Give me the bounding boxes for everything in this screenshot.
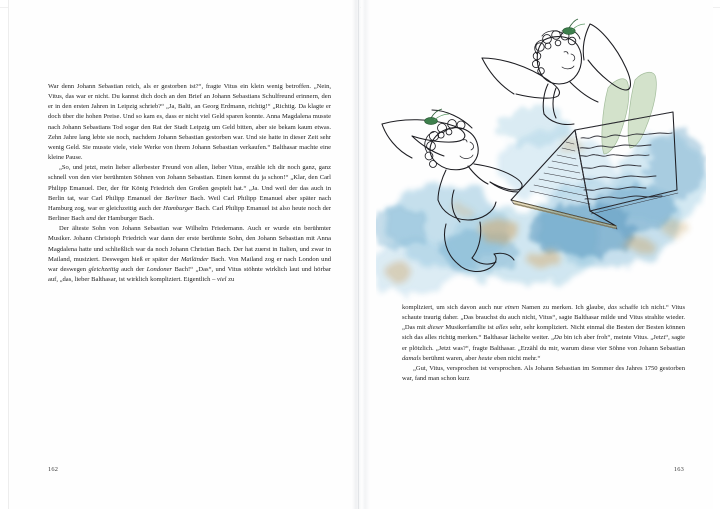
paragraph: kompliziert, um sich davon auch nur einen Namen zu merken. Ich glaube, das schaffe ich nicht.“ Vitus schaute traurig daher. „Das brauchst du auch nicht, Vitus“, sagte Balthasar milde und Vitus strahlte wieder. „Das mit dieser Musikerfamilie ist alles sehr, sehr kompliziert. Nicht einmal die Besten der Besten können sich das alles richtig merken.“ Balthasar lächelte weiter. „Da bin ich aber froh“, meinte Vitus. „Jetzt“, sagte er plötzlich. „Jetzt was?“, fragte Balthasar. „Erzähl du mir, warum diese vier Söhne von Johann Sebastian damals berühmt waren, aber heute eben nicht mehr.“ [402, 304, 685, 362]
emphasis-text: dieser [427, 324, 444, 332]
right-page-body-text [402, 303, 685, 384]
emphasis-text: Londoner [146, 265, 173, 273]
book-gutter-fold [358, 0, 359, 509]
green-cap-lower [425, 109, 449, 125]
emphasis-text: und [86, 215, 97, 223]
emphasis-text: viel [217, 275, 227, 283]
emphasis-text: das [607, 304, 617, 311]
emphasis-text: alles [495, 324, 508, 332]
paragraph: Der älteste Sohn von Johann Sebastian war Wilhelm Friedemann. Auch er wurde ein berühmter Musiker. Johann Christoph Friedrich war dann der erste berühmte Sohn, den Johann Sebastian mit Anna Magdalena hatte und schließlich war da noch Johann Christian Bach. Der hat zuerst in Italien, und zwar in Mailand, musiziert. Deswegen hieß er später der Mailänder Bach. Von Mailand zog er nach London und war deswegen gleichzeitig auch der Londoner Bach!“ „Das“, und Vitus stöhnte wirklich laut und hörbar auf, „das, lieber Balthasar, ist wirklich kompliziert. Eigentlich – viel zu [48, 225, 331, 283]
emphasis-text: einen [504, 304, 519, 311]
watercolor-cloud [376, 106, 706, 294]
emphasis-text: heute [478, 354, 493, 362]
green-cap-upper [563, 19, 585, 34]
paragraph: „So, und jetzt, mein lieber allerbester Freund von allen, lieber Vitus, erzähle ich dir noch ganz, ganz schnell von den vier berühmten Söhnen von Johann Sebastian. Einen kennst du ja schon!“ „Klar, den Carl Philipp Emanuel. Der, der für König Friedrich den Großen gespielt hat.“ „Ja. Und weil der das auch in Berlin tat, war Carl Philipp Emanuel der Berliner Bach. Weil Carl Philipp Emanuel aber später nach Hamburg zog, war er gleichzeitig auch der Hamburger Bach. Carl Philipp Emanuel ist also heute noch der Berliner Bach und der Hamburger Bach. [48, 164, 331, 223]
page-number-left: 162 [48, 466, 59, 473]
page-number-right: 163 [673, 466, 684, 473]
emphasis-text: Da [554, 334, 563, 342]
paragraph: War denn Johann Sebastian reich, als er gestorben ist?“, fragte Vitus ein klein wenig betroffen. „Nein, Vitus, das war er nicht. Du kannst dich doch an den Brief an Johann Sebastians Schulfreund erinnern, den er in den ersten Jahren in Leipzig schrieb?“ „Ja, Balti, an Georg Erdmann, richtig!“ „Richtig. Da klagte er doch über die hohen Preise. Und so kam es, dass er nicht viel Geld sparen konnte. Anna Magdalena musste nach Johann Sebastians Tod sogar den Rat der Stadt Leipzig um Geld bitten, aber sie bekam kaum etwas. Zehn Jahre lang lebte sie noch, nachdem Johann Sebastian gestorben war. Und sie hatte in dieser Zeit sehr wenig Geld. Sie musste viele, viele Werke von ihrem Johann Sebastian verkaufen.“ Balthasar machte eine kleine Pause. [48, 83, 331, 162]
emphasis-text: Mailänder [180, 255, 209, 263]
left-page-body-text [48, 82, 331, 285]
emphasis-text: damals [402, 354, 421, 362]
emphasis-text: Hamburger [163, 204, 194, 212]
emphasis-text: gleichzeitig [88, 265, 119, 273]
paragraph: „Gut, Vitus, versprochen ist versprochen. Als Johann Sebastian im Sommer des Jahres 1750 gestorben war, fand man schon kurz [402, 364, 685, 383]
emphasis-text: Berliner [165, 194, 188, 202]
two-angels-with-open-book-illustration [376, 14, 706, 306]
